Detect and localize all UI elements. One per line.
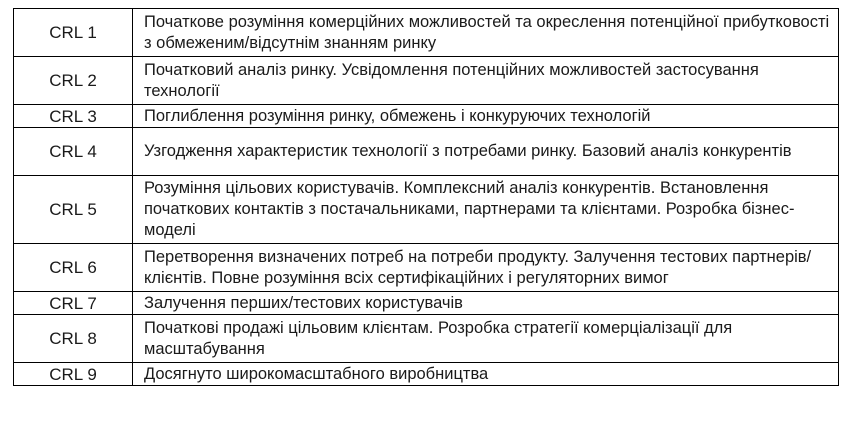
table-row: [14, 9, 839, 57]
crl-description-cell: Досягнуто широкомасштабного виробництва: [133, 363, 839, 386]
crl-level-cell: CRL 5: [14, 176, 133, 244]
crl-level-cell: CRL 9: [14, 363, 133, 386]
crl-level-cell: CRL 1: [14, 9, 133, 57]
crl-description-cell: Початкове розуміння комерційних можливостей та окреслення потенційної прибутковості з обмеженим/відсутнім знанням ринку: [133, 9, 839, 57]
crl-description-cell: Залучення перших/тестових користувачів: [133, 292, 839, 315]
crl-level-cell: CRL 2: [14, 57, 133, 105]
table-row: [14, 292, 839, 315]
table-row: [14, 105, 839, 128]
crl-description-cell: Початковий аналіз ринку. Усвідомлення потенційних можливостей застосування технології: [133, 57, 839, 105]
crl-level-cell: CRL 3: [14, 105, 133, 128]
crl-description-cell: Перетворення визначених потреб на потреби продукту. Залучення тестових партнерів/клієнтів. Повне розуміння всіх сертифікаційних і регуляторних вимог: [133, 244, 839, 292]
table-row: [14, 244, 839, 292]
crl-description-cell: Початкові продажі цільовим клієнтам. Розробка стратегії комерціалізації для масштабування: [133, 315, 839, 363]
crl-level-cell: CRL 4: [14, 128, 133, 176]
table-row: [14, 315, 839, 363]
crl-levels-table: [13, 8, 839, 386]
table-row: [14, 128, 839, 176]
table-row: [14, 57, 839, 105]
table-row: [14, 363, 839, 386]
table-row: [14, 176, 839, 244]
crl-description-cell: Узгодження характеристик технології з потребами ринку. Базовий аналіз конкурентів: [133, 128, 839, 176]
crl-level-cell: CRL 7: [14, 292, 133, 315]
crl-description-cell: Поглиблення розуміння ринку, обмежень і конкуруючих технологій: [133, 105, 839, 128]
crl-level-cell: CRL 6: [14, 244, 133, 292]
crl-level-cell: CRL 8: [14, 315, 133, 363]
crl-description-cell: Розуміння цільових користувачів. Комплексний аналіз конкурентів. Встановлення початкових контактів з постачальниками, партнерами та клієнтами. Розробка бізнес-моделі: [133, 176, 839, 244]
